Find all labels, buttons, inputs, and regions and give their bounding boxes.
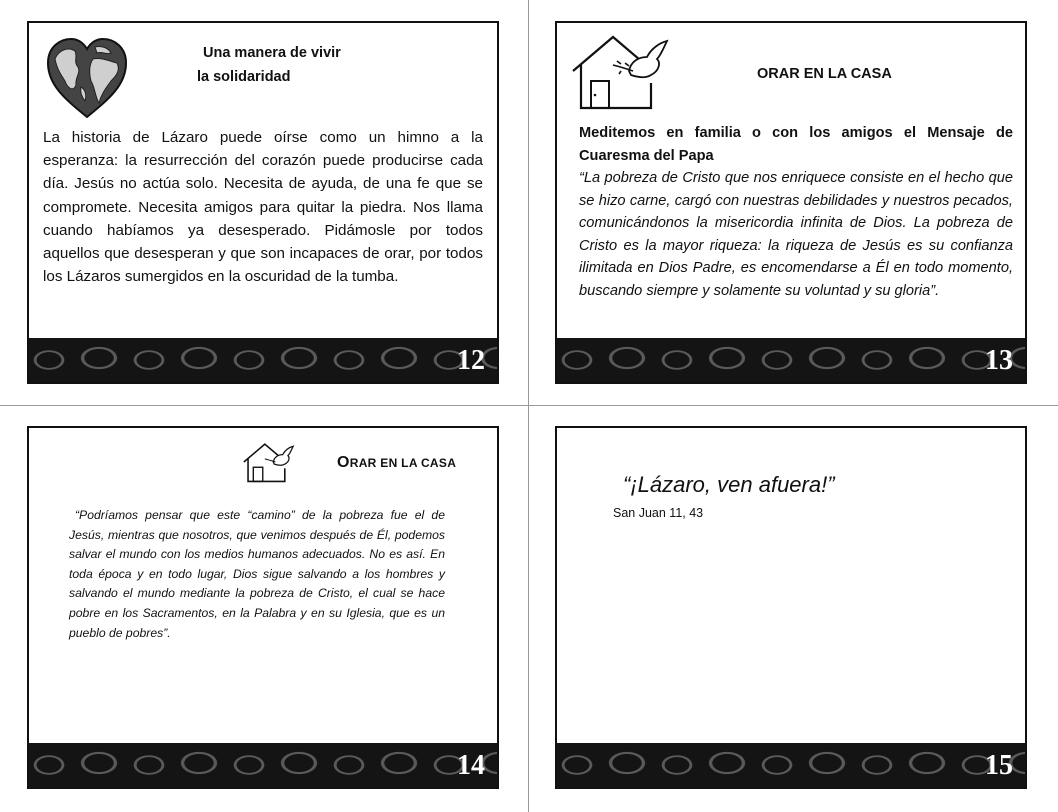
vertical-divider (528, 0, 529, 812)
horizontal-divider (0, 405, 1058, 406)
slide-14-quote: “Podríamos pensar que este “camino” de la pobreza fue el de Jesús, mientras que nosotros, que venimos después de Él, podemos salvar el mundo con los medios humanos adecuados. No es así. En toda época y en todo lugar, Dios sigue salvando a los hombres y salvando el mundo mediante la pobreza de Cristo, el cual se hace pobre en los Sacramentos, en la Palabra y en su Iglesia, que es un pueblo de pobres”. (69, 508, 445, 640)
slide-12-title-line1: Una manera de vivir (203, 45, 341, 61)
slide-13-lead: Meditemos en familia o con los amigos el Mensaje de Cuaresma del Papa (579, 125, 1013, 164)
slide-13-quote: “La pobreza de Cristo que nos enriquece consiste en el hecho que se hizo carne, cargó con nuestras debilidades y nuestros pecados, comunicándonos la misericordia infinita de Dios. La pobreza de Cristo es la mayor riqueza: la riqueza de Jesús es su confianza ilimitada en Dios Padre, es encomendarse a Él en todo momento, buscando siempre y solamente su voluntad y su gloria”. (579, 170, 1013, 299)
decorative-band (29, 743, 497, 787)
slide-14 (27, 426, 499, 789)
page-number: 13 (985, 345, 1013, 376)
slide-13-title: ORAR EN LA CASA (757, 66, 892, 82)
slide-12 (27, 21, 499, 384)
slide-13 (555, 21, 1027, 384)
slide-14-title-rest: RAR EN LA CASA (349, 456, 457, 470)
house-dove-icon (569, 31, 669, 111)
slide-12-title-line2: la solidaridad (197, 69, 291, 85)
globe-heart-icon (45, 37, 129, 119)
slide-14-title-initial: O (337, 454, 350, 471)
slide-15 (555, 426, 1027, 789)
house-dove-icon (241, 441, 295, 483)
slide-12-body: La historia de Lázaro puede oírse como un himno a la esperanza: la resurrección del corazón puede producirse cada día. Jesús no actúa solo. Necesita de ayuda, de una fe que se compromete. Necesita amigos para quitar la piedra. Nos llama cuando habíamos ya desesperado. Pidámosle por todos aquellos que desesperan y que son incapaces de orar, por todos los Lázaros sumergidos en la oscuridad de la tumba. (43, 129, 483, 286)
slide-15-citation: San Juan 11, 43 (613, 506, 704, 520)
page-number: 15 (985, 750, 1013, 781)
decorative-band (29, 338, 497, 382)
slide-14-title (337, 454, 456, 472)
page-number: 12 (457, 345, 485, 376)
page-number: 14 (457, 750, 485, 781)
slide-15-quote: “¡Lázaro, ven afuera!” (623, 472, 835, 497)
decorative-band (557, 743, 1025, 787)
decorative-band (557, 338, 1025, 382)
